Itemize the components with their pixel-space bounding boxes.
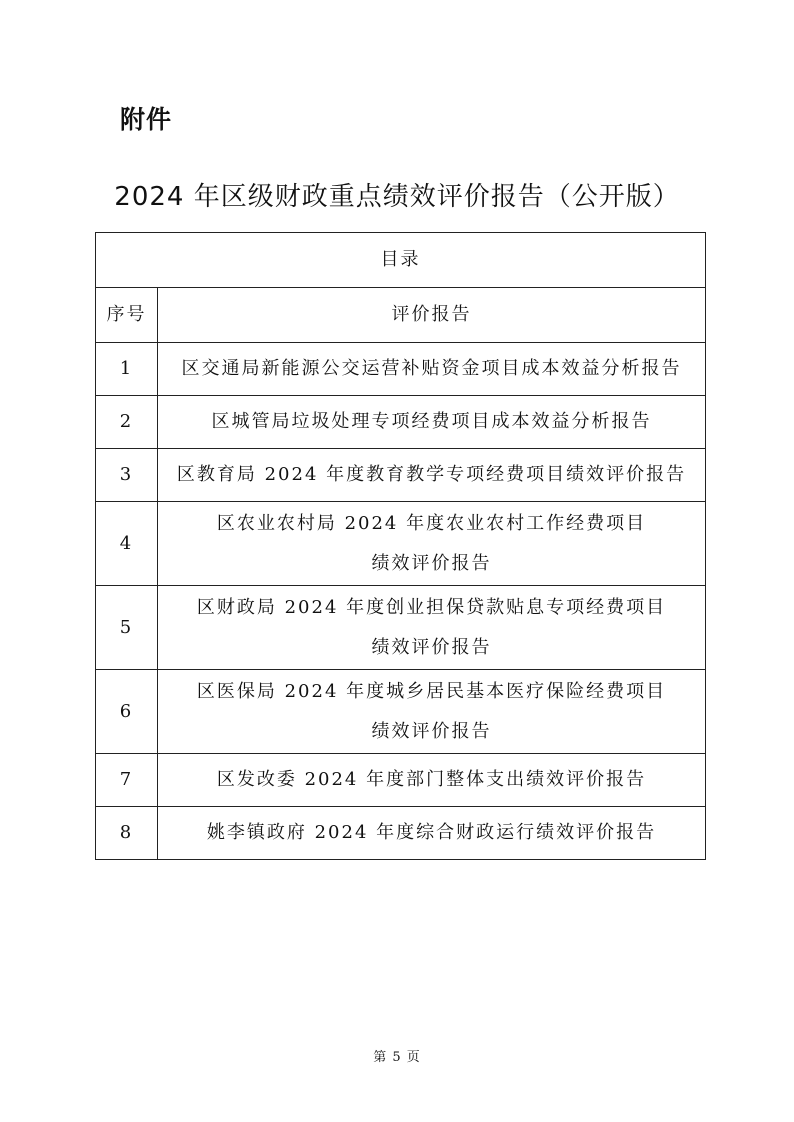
report-name [158,754,706,807]
report-name-line: 绩效评价报告 [371,552,492,574]
report-name [158,586,706,670]
report-name [158,396,706,449]
toc-header-row [96,288,706,343]
row-number: 5 [96,586,158,670]
attachment-label: 附件 [120,105,173,134]
toc-caption-row [96,233,706,288]
report-name-line: 区农业农村局 2024 年度农业农村工作经费项目 [216,512,647,534]
row-number: 2 [96,396,158,449]
table-row [96,449,706,502]
row-number: 1 [96,343,158,396]
report-name-line: 区医保局 2024 年度城乡居民基本医疗保险经费项目 [196,680,667,702]
table-row [96,754,706,807]
toc-caption: 目录 [96,233,706,288]
header-no: 序号 [96,288,158,343]
report-name-line: 区教育局 2024 年度教育教学专项经费项目绩效评价报告 [176,464,687,485]
report-name [158,670,706,754]
row-number: 4 [96,502,158,586]
report-name-line: 区发改委 2024 年度部门整体支出绩效评价报告 [216,769,647,790]
table-row [96,396,706,449]
report-name-line: 区城管局垃圾处理专项经费项目成本效益分析报告 [211,411,652,432]
report-name [158,343,706,396]
table-row [96,670,706,754]
table-row [96,343,706,396]
row-number: 3 [96,449,158,502]
row-number: 7 [96,754,158,807]
report-name-line: 区交通局新能源公交运营补贴资金项目成本效益分析报告 [181,358,682,379]
row-number: 8 [96,807,158,860]
table-row [96,807,706,860]
header-report: 评价报告 [158,288,706,343]
toc-table [95,232,706,860]
document-title: 2024 年区级财政重点绩效评价报告（公开版） [114,182,680,212]
report-name-line: 绩效评价报告 [371,720,492,742]
report-name-line: 姚李镇政府 2024 年度综合财政运行绩效评价报告 [206,822,657,843]
report-name-line: 区财政局 2024 年度创业担保贷款贴息专项经费项目 [196,596,667,618]
table-row [96,586,706,670]
report-name-line: 绩效评价报告 [371,636,492,658]
table-row [96,502,706,586]
page-number: 第 5 页 [373,1050,421,1065]
row-number: 6 [96,670,158,754]
report-name [158,449,706,502]
report-name [158,807,706,860]
report-name [158,502,706,586]
